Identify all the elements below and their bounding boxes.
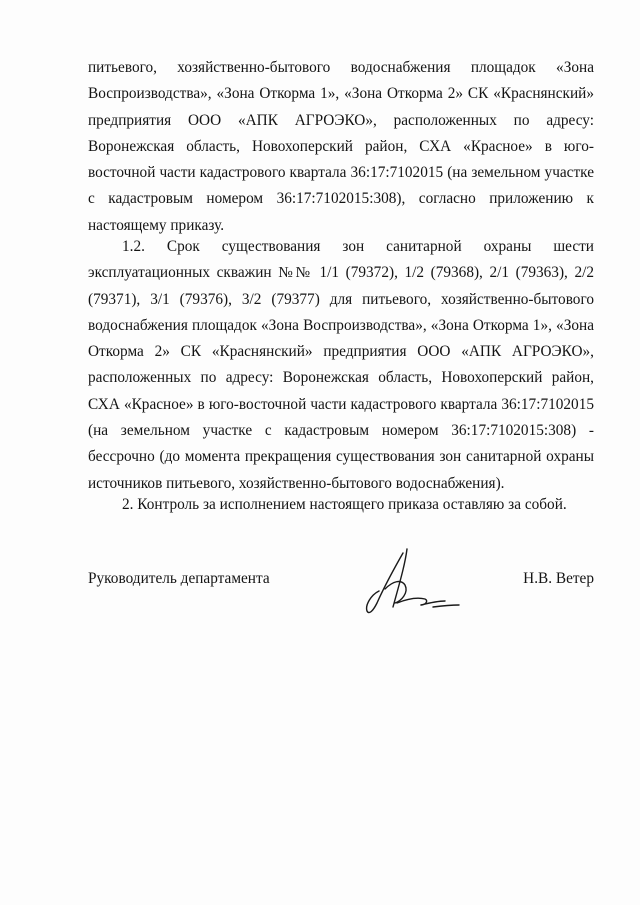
signer-name: Н.В. Ветер [523, 570, 594, 587]
paragraph-continuation: питьевого, хозяйственно-бытового водоснабжения площадок «Зона Воспроизводства», «Зона Откорма 1», «Зона Откорма 2» СК «Краснянский» предприятия ООО «АПК АГРОЭКО», расположенных по адресу: Воронежская область, Новохоперский район, СХА «Красное» в юго-восточной части кадастрового квартала 36:17:7102015 (на земельном участке с кадастровым номером 36:17:7102015:308), согласно приложению к настоящему приказу. [88, 59, 594, 234]
paragraph-item-2: 2. Контроль за исполнением настоящего приказа оставляю за собой. [122, 496, 567, 513]
handwritten-signature [355, 545, 465, 620]
signer-position: Руководитель департамента [88, 570, 270, 587]
signature-row [88, 570, 594, 610]
paragraph-item-1-2: 1.2. Срок существования зон санитарной охраны шести эксплуатационных скважин №№ 1/1 (79372), 1/2 (79368), 2/1 (79363), 2/2 (79371), 3/1 (79376), 3/2 (79377) для питьевого, хозяйственно-бытового водоснабжения площадок «Зона Воспроизводства», «Зона Откорма 1», «Зона Откорма 2» СК «Краснянский» предприятия ООО «АПК АГРОЭКО», расположенных по адресу: Воронежская область, Новохоперский район, СХА «Красное» в юго-восточной части кадастрового квартала 36:17:7102015 (на земельном участке с кадастровым номером 36:17:7102015:308) - бессрочно (до момента прекращения существования зон санитарной охраны источников питьевого, хозяйственно-бытового водоснабжения). [88, 238, 594, 492]
